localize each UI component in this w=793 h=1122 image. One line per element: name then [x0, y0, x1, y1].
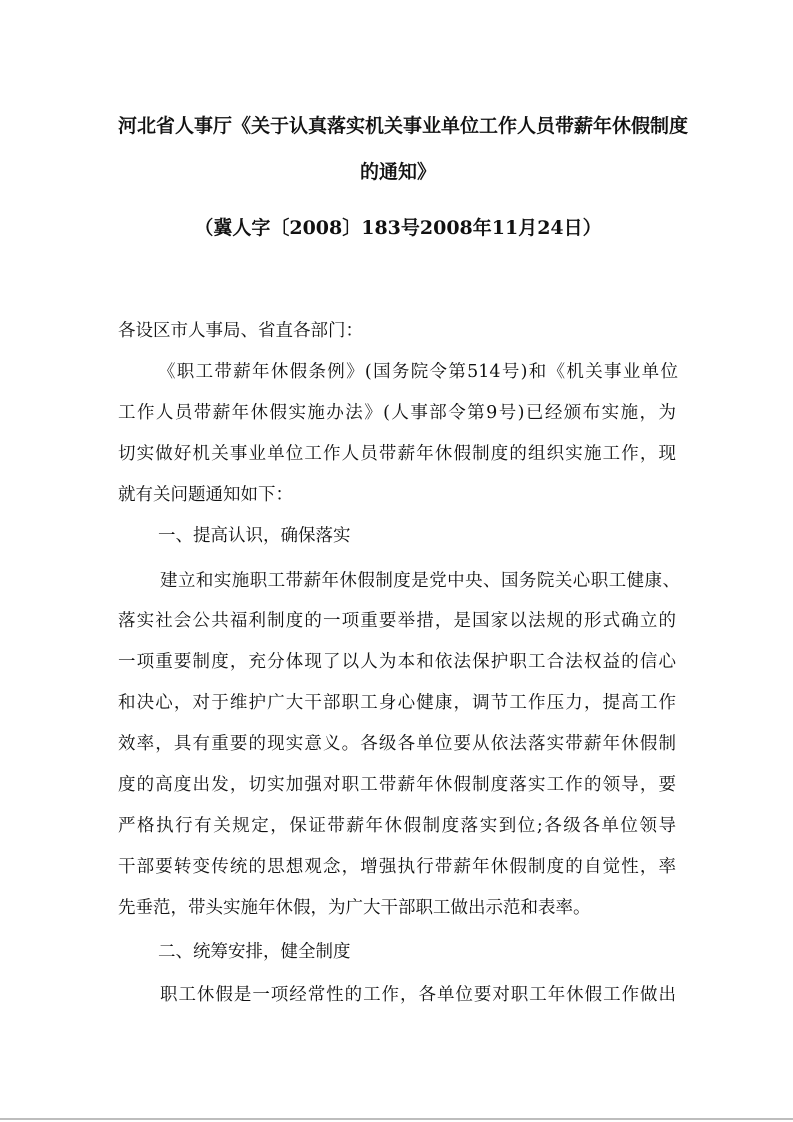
paragraph-2-line-3: 一项重要制度，充分体现了以人为本和依法保护职工合法权益的信心 — [118, 652, 676, 672]
section-1-heading: 一、提高认识，确保落实 — [158, 526, 351, 546]
document-title-line-1: 河北省人事厅《关于认真落实机关事业单位工作人员带薪年休假制度 — [118, 115, 689, 137]
document-title-line-2: 的通知》 — [359, 161, 436, 183]
paragraph-2-line-2: 落实社会公共福利制度的一项重要举措，是国家以法规的形式确立的 — [118, 611, 676, 631]
paragraph-2-line-7: 严格执行有关规定，保证带薪年休假制度落实到位;各级各单位领导 — [118, 816, 676, 836]
paragraph-2-line-1: 建立和实施职工带薪年休假制度是党中央、国务院关心职工健康、 — [160, 571, 680, 591]
paragraph-2-line-9: 先垂范，带头实施年休假，为广大干部职工做出示范和表率。 — [118, 898, 591, 918]
paragraph-1-line-2: 工作人员带薪年休假实施办法》(人事部令第9号)已经颁布实施，为 — [118, 403, 676, 423]
page-bottom-divider — [0, 1118, 793, 1120]
paragraph-1-line-1: 《职工带薪年休假条例》(国务院令第514号)和《机关事业单位 — [158, 362, 678, 382]
paragraph-1-line-4: 就有关问题通知如下： — [118, 485, 293, 505]
paragraph-2-line-8: 干部要转变传统的思想观念，增强执行带薪年休假制度的自觉性，率 — [118, 857, 676, 877]
paragraph-2-line-6: 度的高度出发，切实加强对职工带薪年休假制度落实工作的领导，要 — [118, 775, 676, 795]
document-reference: （冀人字〔2008〕183号2008年11月24日） — [194, 217, 602, 239]
paragraph-2-line-4: 和决心，对于维护广大干部职工身心健康，调节工作压力，提高工作 — [118, 693, 676, 713]
paragraph-2-line-5: 效率，具有重要的现实意义。各级各单位要从依法落实带薪年休假制 — [118, 734, 676, 754]
paragraph-1-line-3: 切实做好机关事业单位工作人员带薪年休假制度的组织实施工作，现 — [118, 444, 676, 464]
section-2-heading: 二、统筹安排，健全制度 — [158, 942, 351, 962]
paragraph-3-line-1: 职工休假是一项经常性的工作，各单位要对职工年休假工作做出 — [160, 985, 676, 1005]
salutation: 各设区市人事局、省直各部门： — [118, 321, 363, 341]
